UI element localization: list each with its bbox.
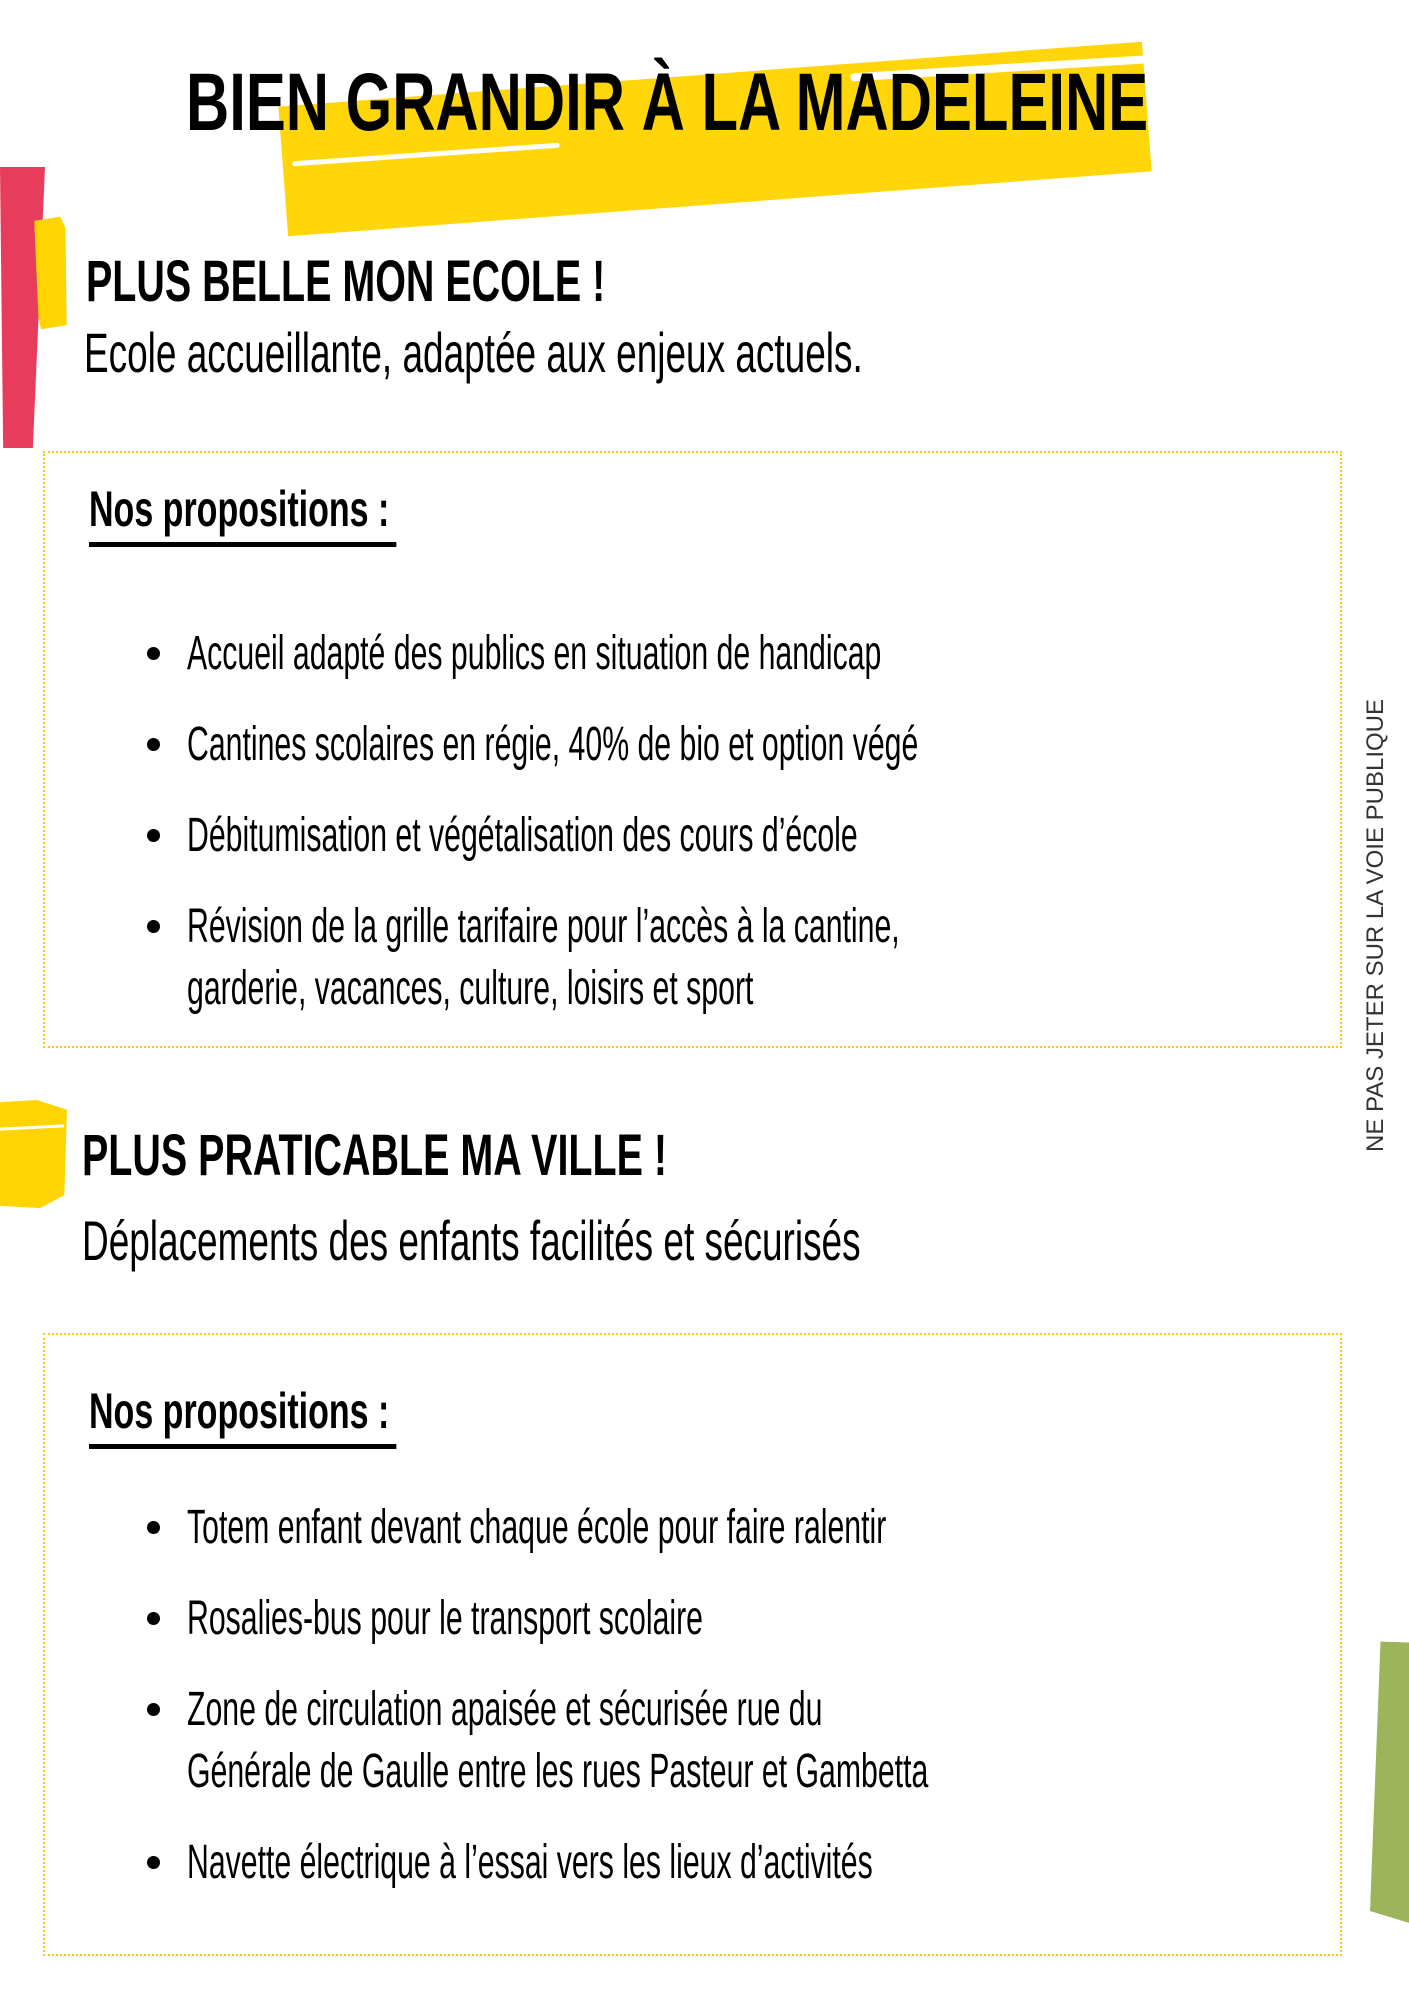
bullet-text (187, 896, 918, 1020)
bullet-dot (147, 829, 160, 842)
bullet-dot (147, 738, 160, 751)
bullet-line: garderie, vacances, culture, loisirs et sport (187, 962, 754, 1015)
bullet-line: Totem enfant devant chaque école pour faire ralentir (187, 1501, 887, 1554)
bullet-item (141, 1497, 1364, 1559)
proposals-heading: Nos propositions : (89, 481, 396, 547)
bullet-line: Cantines scolaires en régie, 40% de bio et option végé (187, 718, 919, 771)
bullet-text (187, 805, 918, 867)
bullet-text (187, 1832, 928, 1894)
proposals-box-1 (43, 451, 1342, 1048)
bullet-text (187, 1497, 928, 1559)
bullet-dot (147, 1703, 160, 1716)
bullet-item (141, 1679, 1364, 1803)
bullet-item (141, 896, 1348, 1020)
accent-mark-yellow-1 (34, 216, 69, 329)
bullet-dot (147, 920, 160, 933)
proposals-heading: Nos propositions : (89, 1383, 396, 1449)
bullet-dot (147, 1856, 160, 1869)
bullet-dot (147, 1612, 160, 1625)
bullet-line: Générale de Gaulle entre les rues Pasteur et Gambetta (187, 1745, 929, 1798)
bullet-text (187, 1679, 928, 1803)
bullet-text (187, 623, 918, 685)
proposals-box-2 (43, 1333, 1342, 1956)
bullet-item (141, 805, 1348, 867)
accent-mark-yellow-2 (0, 1100, 67, 1208)
proposals-list-1 (141, 623, 1348, 1049)
section-1-heading: PLUS BELLE MON ECOLE ! (86, 249, 606, 314)
bullet-dot (147, 1521, 160, 1534)
bullet-item (141, 623, 1348, 685)
bullet-line: Accueil adapté des publics en situation de handicap (187, 627, 882, 680)
section-2-heading: PLUS PRATICABLE MA VILLE ! (82, 1123, 668, 1188)
bullet-line: Révision de la grille tarifaire pour l’accès à la cantine, (187, 900, 900, 953)
page-title: BIEN GRANDIR À LA MADELEINE (186, 57, 1149, 148)
section-2-subheading: Déplacements des enfants facilités et sécurisés (82, 1209, 861, 1272)
bullet-item (141, 714, 1348, 776)
bullet-item (141, 1588, 1364, 1650)
bullet-line: Rosalies-bus pour le transport scolaire (187, 1592, 703, 1645)
section-1-subheading: Ecole accueillante, adaptée aux enjeux actuels. (84, 321, 863, 384)
bullet-text (187, 1588, 928, 1650)
side-note-vertical: NE PAS JETER SUR LA VOIE PUBLIQUE (1362, 698, 1389, 1152)
bullet-line: Zone de circulation apaisée et sécurisée rue du (187, 1683, 823, 1736)
accent-bar-green (1370, 1641, 1409, 1923)
bullet-text (187, 714, 918, 776)
bullet-item (141, 1832, 1364, 1894)
proposals-list-2 (141, 1497, 1364, 1923)
bullet-line: Débitumisation et végétalisation des cours d’école (187, 809, 858, 862)
bullet-line: Navette électrique à l’essai vers les lieux d’activités (187, 1836, 873, 1889)
bullet-dot (147, 647, 160, 660)
